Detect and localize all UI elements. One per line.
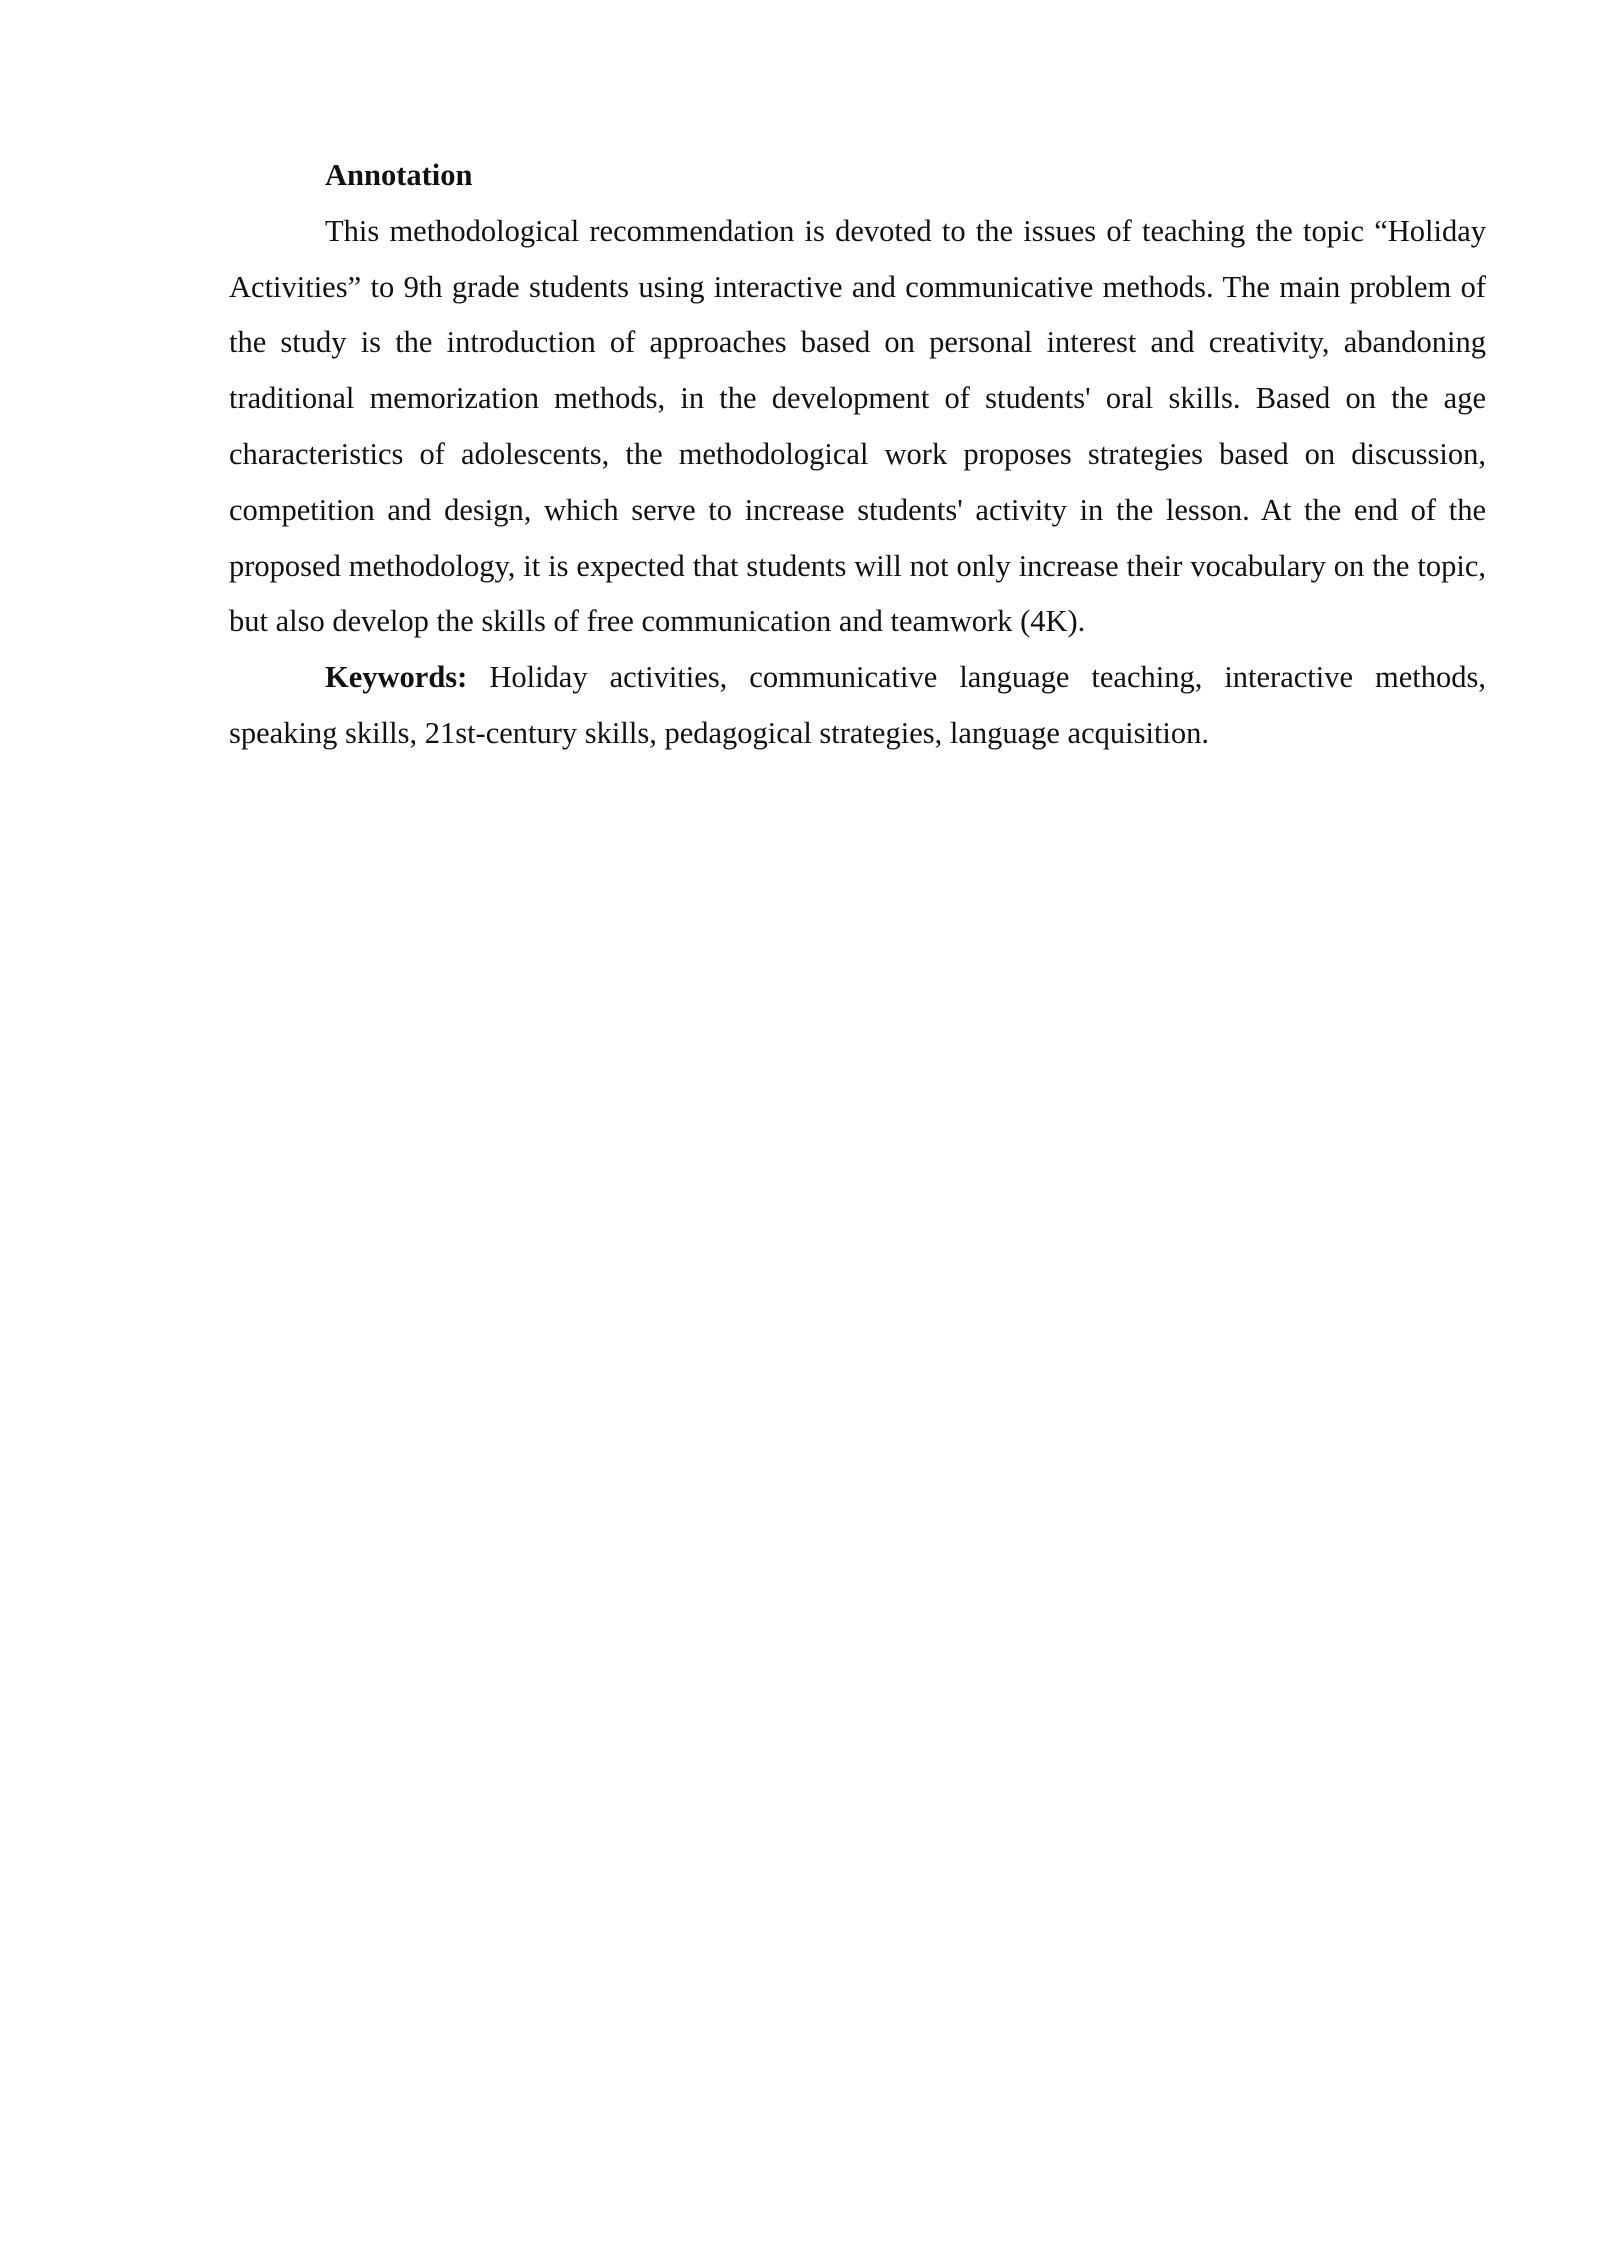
- keywords-paragraph: [229, 650, 1486, 762]
- section-heading: Annotation: [325, 158, 473, 192]
- abstract-paragraph: This methodological recommendation is devoted to the issues of teaching the topic “Holiday Activities” to 9th grade students using interactive and communicative methods. The main problem of the study is the introduction of approaches based on personal interest and creativity, abandoning traditional memorization methods, in the development of students' oral skills. Based on the age characteristics of adolescents, the methodological work proposes strategies based on discussion, competition and design, which serve to increase students' activity in the lesson. At the end of the proposed methodology, it is expected that students will not only increase their vocabulary on the topic, but also develop the skills of free communication and teamwork (4K).: [229, 213, 1486, 639]
- keywords-label: Keywords:: [325, 660, 468, 695]
- keywords-text: Holiday activities, communicative language teaching, interactive methods, speaking skills, 21st-century skills, pedagogical strategies, language acquisition.: [229, 660, 1486, 750]
- annotation-section: [229, 148, 1486, 762]
